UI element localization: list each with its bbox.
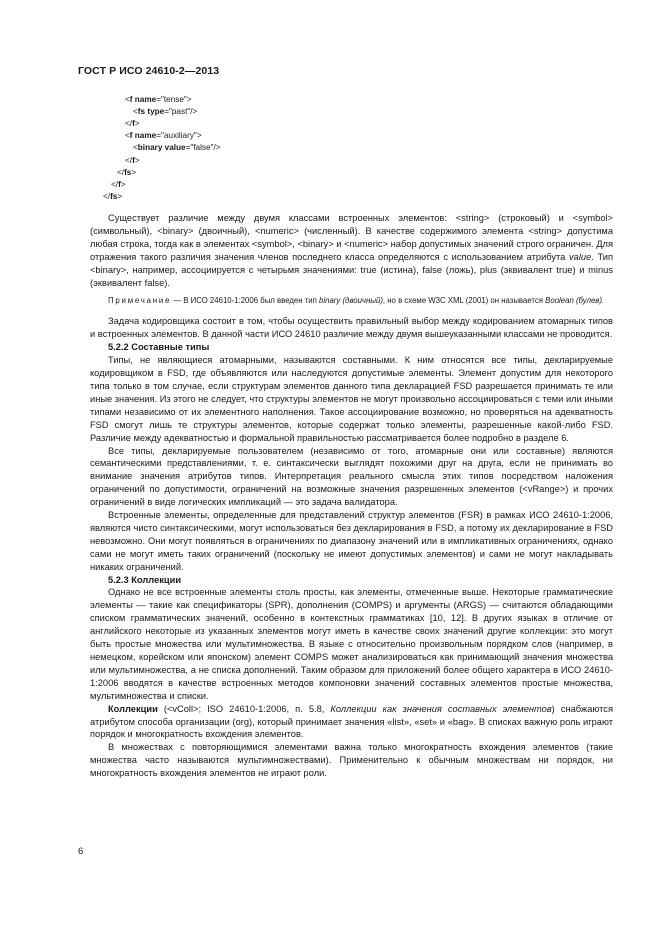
section-heading-5-2-3: 5.2.3 Коллекции — [108, 574, 182, 585]
italic-text: Boolean (булев). — [545, 296, 605, 306]
code-keyword: f name — [129, 131, 157, 141]
paragraph-collections-intro: Однако не все встроенные элементы столь просты, как элементы, отмеченные выше. Некоторые грамматические элементы — такие как спецификаторы (SPR), дополнения (COMPS) и аргументы (ARGS) — считаются обладающими списком грамматических значений, особенно в контекстных грамматиках [10, 12]. В других языках в отличие от английского некоторые из указанных элементов могут иметь в качестве своих значений другие коллекции: это могут быть простые множества или мультимножества. В языке с относительно произвольным порядком слов (например, в немецком, корейском или японском) элемент COMPS может анализироваться как принимающий значения множества или мультимножества, а не списка дополнений. Таким образом для приложений более общего характера в ИСО 24610-1:2006 вводятся в качестве встроенных методов компоновки значений составных элементов простые множества, мультимножества и списки. — [90, 587, 613, 701]
code-line — [125, 118, 140, 130]
text: , но в схеме W3C XML (2001) он называется — [382, 296, 546, 306]
paragraph-user-types: Все типы, декларируемые пользователем (независимо от того, атомарные они или составные) являются семантическими представлениями, т. е. синтаксически выглядят похожими друг на друга, если не принимать во внимание значения атрибутов типов. Интерпретация реального смысла этих типов посредством наложения ограничений по допустимости, ограничений на возможные значения разрешенных элементов (<vRange>) и прочих ограничений в виде логических импликаций — это задача валидатора. — [90, 445, 613, 508]
code-text: ="past"/> — [164, 107, 198, 117]
text: ) снабжаются атрибутом способа организации (org), который принимает значения «list», «set» и «bag». В списках важную роль играют порядок и многократность вхождения элементов. — [90, 703, 613, 740]
text: Существует различие между двумя классами встроенных элементов: <string> (строковый) и <symbol> (символьный), <binary> (двоичный), <numeric> (численный). В качестве содержимого элемента <string> допустима любая строка, тогда как в элементах <symbol>, <binary> и <numeric> набор допустимых значений строго ограничен. Для отражения такого различия значения членов последнего класса определяются с использованием атрибута — [90, 213, 613, 262]
page-number: 6 — [78, 846, 84, 857]
paragraph-compound-types: Типы, не являющиеся атомарными, называются составными. К ним относятся все типы, декларируемые кодировщиком в FSD, где объявляются или наследуются допустимые элементы. Элемент допустим для некоторого типа только в том случае, если структурам элементов данного типа декларацией FSD разрешается принимать те или иные значения. Из этого не следует, что структуры элементов не могут произвольно ассоциироваться с теми или иными типами независимо от их элементного наполнения. Такое ассоциирование возможно, но проверяться на адекватность FSD смогут лишь те структуры элементов, которые содержат только элементы, разрешенные какой-либо FSD. Различие между адекватностью и формальной правильностью рассматривается более подробно в разделе 6. — [90, 355, 613, 443]
code-line — [133, 106, 197, 118]
note — [90, 295, 613, 307]
text: — В ИСО 24610-1:2006 был введен тип — [171, 296, 320, 306]
text: . Тип <binary>, например, ассоциируется с четырьмя значениями: true (истина), false (ложь), plus (эквивалент true) и minus (эквивалент false). — [90, 251, 613, 288]
code-text: < — [125, 95, 130, 104]
note-label: Примечание — [108, 296, 172, 306]
code-line — [111, 179, 126, 191]
code-line — [125, 130, 202, 142]
code-text: </ — [117, 167, 125, 177]
code-text: ="auxiliary"> — [156, 131, 202, 141]
code-text: > — [131, 167, 137, 177]
code-keyword: f name — [129, 95, 157, 104]
code-keyword: fs type — [137, 107, 165, 117]
code-line — [125, 155, 140, 167]
code-text: </ — [125, 155, 133, 165]
section-heading-5-2-2: 5.2.2 Составные типы — [108, 342, 210, 353]
code-keyword: fs — [124, 167, 132, 177]
code-line — [125, 94, 192, 106]
code-text: < — [133, 143, 138, 153]
code-text: < — [133, 107, 138, 117]
code-line — [133, 142, 221, 154]
code-keyword: f — [132, 155, 135, 165]
code-line — [117, 167, 136, 179]
paragraph-encoder-task: Задача кодировщика состоит в том, чтобы осуществить правильный выбор между кодированием атомарных типов и встроенных элементов. В данной части ИСО 24610 различие между двумя вышеуказанными классами не проводится. — [90, 316, 613, 340]
code-keyword: fs — [110, 191, 118, 201]
code-text: > — [117, 191, 123, 201]
body-text — [90, 212, 613, 780]
paragraph-builtin-classes — [90, 212, 613, 289]
page-header: ГОСТ Р ИСО 24610-2—2013 — [78, 65, 220, 77]
text: (<vColl>; ISO 24610-1:2006, п. 5.8, — [157, 703, 331, 714]
code-keyword: binary value — [137, 143, 186, 153]
italic-text: binary (двоичный) — [319, 296, 383, 306]
paragraph-collections-org — [90, 703, 613, 742]
bold-term: Коллекции — [108, 703, 158, 714]
code-text: > — [120, 179, 126, 189]
code-text: ="tense"> — [156, 95, 192, 104]
italic-text: Коллекции как значения составных элементов — [330, 703, 552, 714]
paragraph-multisets: В множествах с повторяющимися элементами важна только многократность вхождения элементов (такие множества часто называются мультимножествами). Применительно к обычным множествам ни порядок, ни многократность вхождения элементов не играют роли. — [90, 742, 613, 779]
paragraph-builtin-fsr: Встроенные элементы, определенные для представлений структур элементов (FSR) в рамках ИСО 24610-1:2006, являются чисто синтаксическими, могут использоваться без декларирования в FSD, а потому их декларирование в FSD невозможно. Они могут появляться в ограничениях по диапазону значений или в импликативных ограничениях, однако сами не могут иметь таких ограничений (поскольку не имеют допустимых элементов) и сами не могут накладывать никаких ограничений. — [90, 510, 613, 572]
code-text: </ — [125, 119, 133, 129]
code-text: ="false"/> — [185, 143, 221, 153]
code-text: > — [134, 119, 140, 129]
code-keyword: f — [118, 179, 121, 189]
code-text: > — [134, 155, 140, 165]
italic-text: value — [569, 251, 592, 262]
code-line — [103, 191, 122, 203]
code-text: </ — [103, 191, 111, 201]
code-text: </ — [111, 179, 119, 189]
code-text: < — [125, 131, 130, 141]
code-keyword: f — [132, 119, 135, 129]
